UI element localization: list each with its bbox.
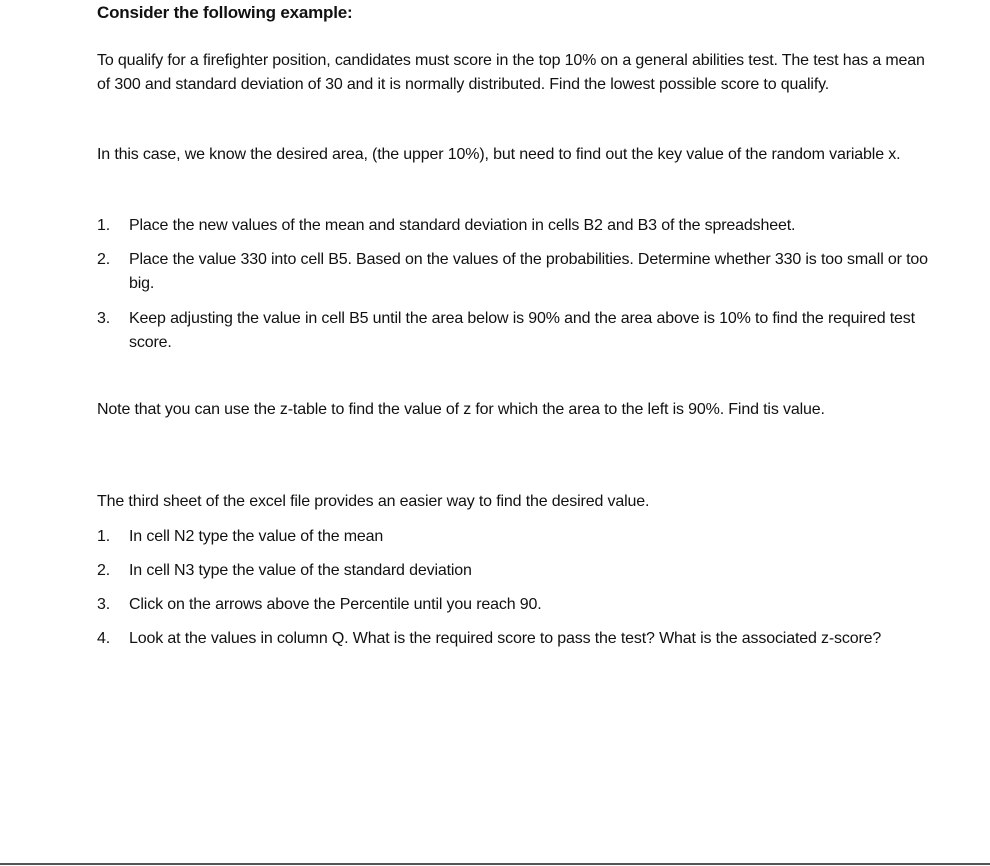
intro-paragraph: To qualify for a firefighter position, candidates must score in the top 10% on a general abilities test. The test has a mean of 300 and standard deviation of 30 and it is normally distributed. Find the lowest possible score to qualify.	[97, 52, 925, 93]
page-bottom-divider	[0, 863, 990, 865]
note-paragraph: Note that you can use the z-table to find the value of z for which the area to the left is 90%. Find tis value.	[97, 401, 825, 418]
list-item	[97, 559, 932, 583]
list-item-number: 3.	[97, 596, 111, 613]
list-item-text: Place the new values of the mean and standard deviation in cells B2 and B3 of the spreadsheet.	[129, 217, 796, 234]
list-item-text: In cell N2 type the value of the mean	[129, 528, 384, 545]
example-heading: Consider the following example:	[97, 3, 353, 22]
list-item-text: Look at the values in column Q. What is the required score to pass the test? What is the associated z-score?	[129, 630, 882, 647]
list-item-number: 4.	[97, 630, 111, 647]
list-item-number: 3.	[97, 310, 111, 327]
list-item-text: Click on the arrows above the Percentile until you reach 90.	[129, 596, 542, 613]
list-item	[97, 525, 932, 549]
list-item-number: 1.	[97, 217, 111, 234]
list-item-text: In cell N3 type the value of the standard deviation	[129, 562, 472, 579]
list-item	[97, 627, 932, 651]
third-sheet-paragraph: The third sheet of the excel file provides an easier way to find the desired value.	[97, 493, 650, 510]
list-item-text: Keep adjusting the value in cell B5 until the area below is 90% and the area above is 10% to find the required test score.	[129, 310, 915, 351]
list-item-number: 2.	[97, 251, 111, 268]
list-item	[97, 307, 932, 355]
list-item-number: 1.	[97, 528, 111, 545]
list-item	[97, 593, 932, 617]
list-item	[97, 214, 932, 238]
list-item-text: Place the value 330 into cell B5. Based on the values of the probabilities. Determine whether 330 is too small or too big.	[129, 251, 928, 292]
case-paragraph: In this case, we know the desired area, (the upper 10%), but need to find out the key value of the random variable x.	[97, 146, 901, 163]
list-item	[97, 248, 932, 296]
list-item-number: 2.	[97, 562, 111, 579]
